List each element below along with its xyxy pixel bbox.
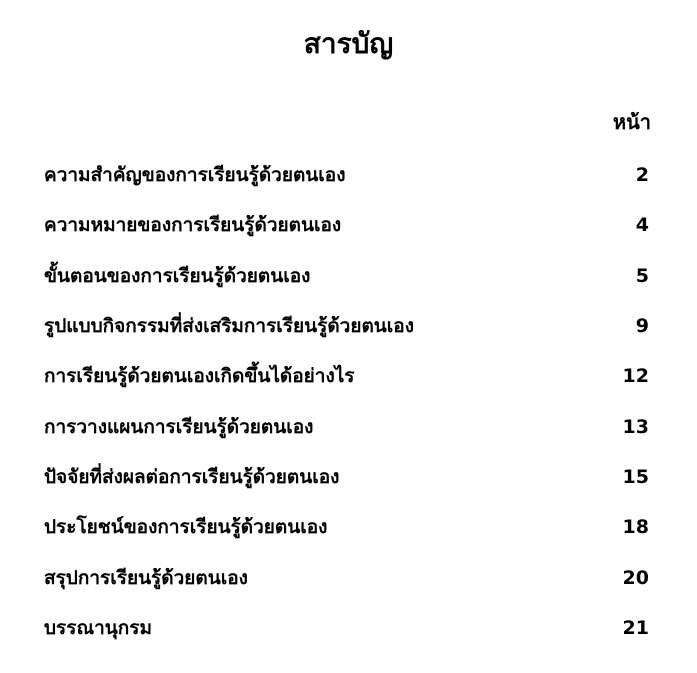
toc-entry-title: บรรณานุกรม	[44, 616, 152, 639]
toc-entry-page: 21	[622, 616, 649, 639]
toc-entry-page: 18	[622, 516, 649, 539]
toc-entry-title: รูปแบบกิจกรรมที่ส่งเสริมการเรียนรู้ด้วยตนเอง	[44, 315, 414, 338]
toc-entry	[44, 150, 649, 200]
toc-entry-title: การวางแผนการเรียนรู้ด้วยตนเอง	[44, 415, 314, 438]
toc-entry	[44, 452, 649, 502]
toc-entry-title: ความหมายของการเรียนรู้ด้วยตนเอง	[44, 214, 342, 237]
toc-entry	[44, 351, 649, 401]
toc-entry	[44, 552, 649, 602]
toc-entry	[44, 301, 649, 351]
toc-entry	[44, 401, 649, 451]
table-of-contents	[44, 150, 649, 653]
page-title: สารบัญ	[303, 27, 394, 60]
toc-entry-title: สรุปการเรียนรู้ด้วยตนเอง	[44, 566, 248, 589]
toc-entry-title: ความสำคัญของการเรียนรู้ด้วยตนเอง	[44, 164, 346, 187]
toc-entry-title: การเรียนรู้ด้วยตนเองเกิดขึ้นได้อย่างไร	[44, 365, 355, 388]
toc-entry-title: ขั้นตอนของการเรียนรู้ด้วยตนเอง	[44, 264, 311, 287]
toc-entry	[44, 251, 649, 301]
toc-entry-title: ปัจจัยที่ส่งผลต่อการเรียนรู้ด้วยตนเอง	[44, 465, 340, 488]
toc-entry-title: ประโยชน์ของการเรียนรู้ด้วยตนเอง	[44, 516, 328, 539]
toc-entry	[44, 502, 649, 552]
toc-entry-page: 15	[622, 465, 649, 488]
toc-entry-page: 2	[635, 164, 649, 187]
toc-entry	[44, 200, 649, 250]
toc-entry-page: 12	[622, 365, 649, 388]
toc-entry-page: 9	[635, 315, 649, 338]
toc-entry-page: 13	[622, 415, 649, 438]
toc-entry-page: 4	[635, 214, 649, 237]
toc-entry	[44, 603, 649, 653]
page-number-column-header: หน้า	[612, 110, 651, 134]
toc-entry-page: 20	[622, 566, 649, 589]
toc-entry-page: 5	[635, 264, 649, 287]
